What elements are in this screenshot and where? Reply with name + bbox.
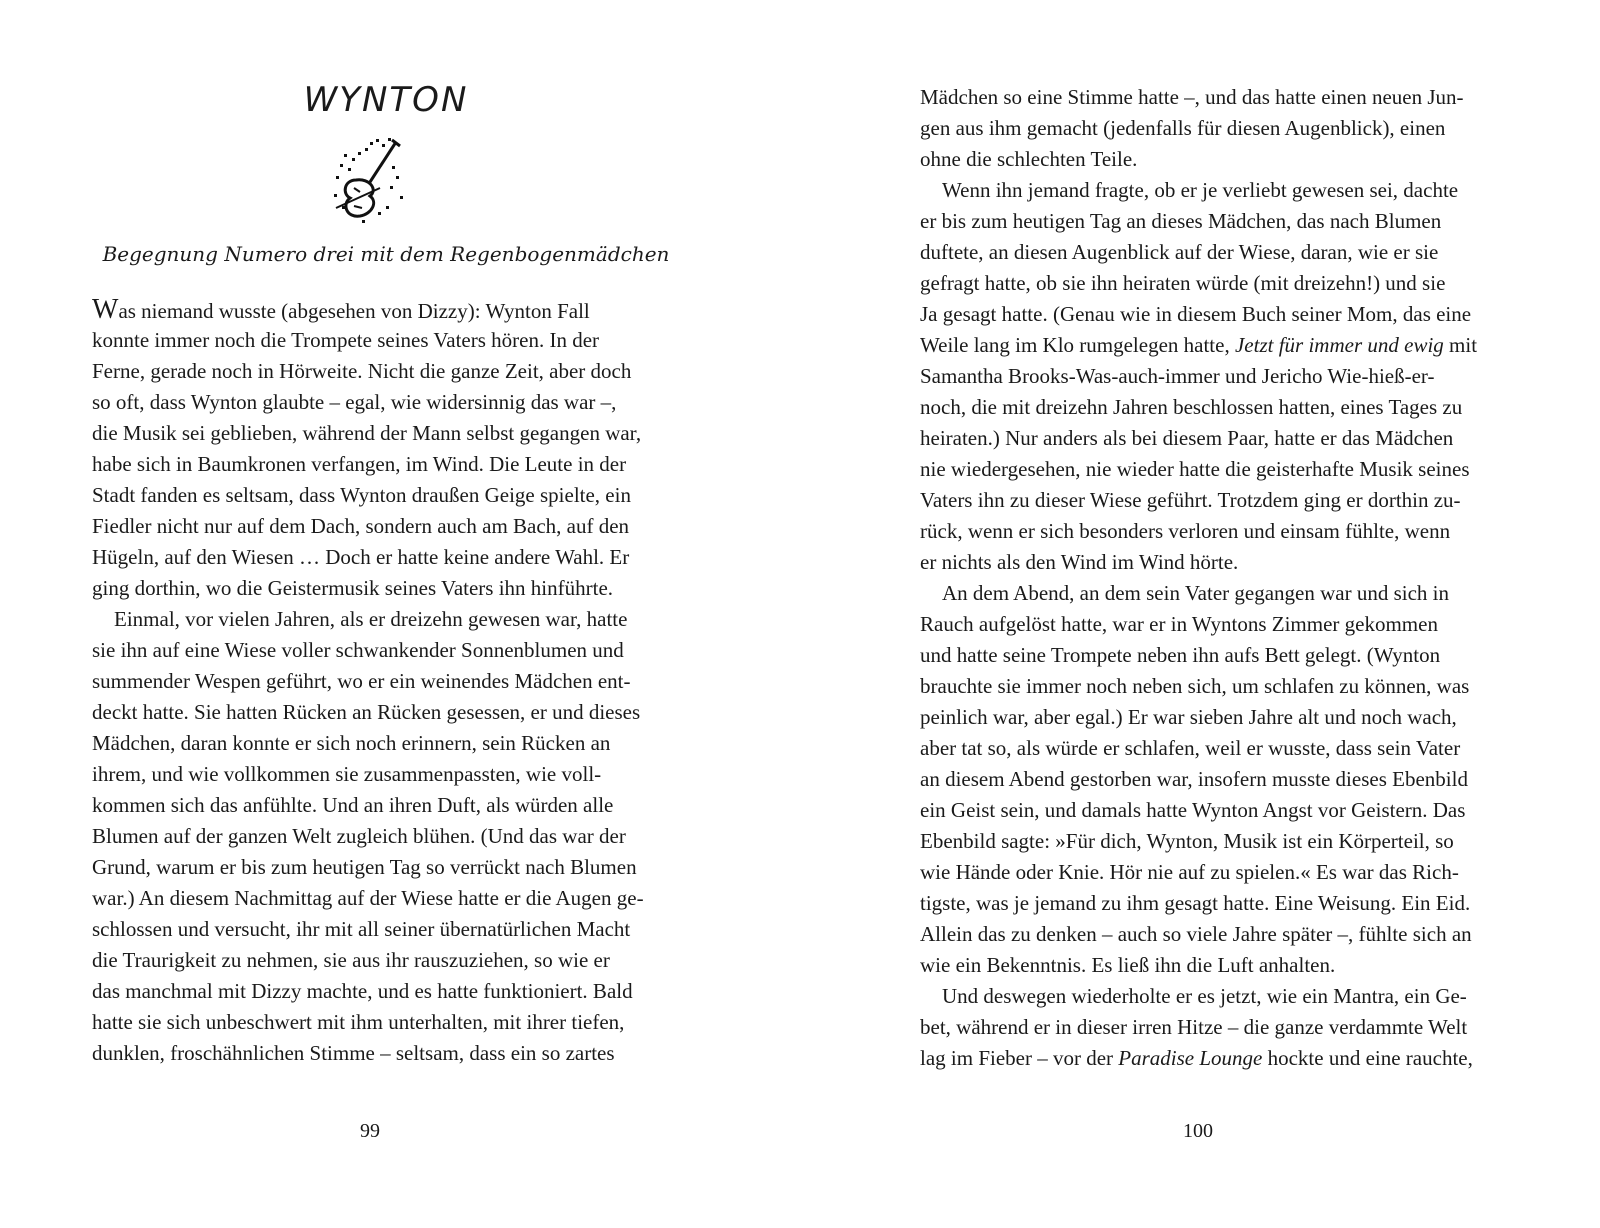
body-line: aber tat so, als würde er schlafen, weil er wusste, dass sein Vater (920, 736, 1461, 760)
body-line: er nichts als den Wind im Wind hörte. (920, 550, 1239, 574)
page-number: 100 (1183, 1120, 1213, 1142)
body-line: habe sich in Baumkronen verfangen, im Wind. Die Leute in der (92, 452, 627, 476)
body-line: an diesem Abend gestorben war, insofern musste dieses Ebenbild (920, 767, 1468, 791)
body-line: Wenn ihn jemand fragte, ob er je verliebt gewesen sei, dachte (942, 178, 1459, 202)
body-line: rück, wenn er sich besonders verloren und einsam fühlte, wenn (920, 519, 1451, 543)
body-line: Ebenbild sagte: »Für dich, Wynton, Musik ist ein Körperteil, so (920, 829, 1454, 853)
page-number: 99 (360, 1120, 380, 1142)
body-line: das manchmal mit Dizzy machte, und es hatte funktioniert. Bald (92, 979, 633, 1003)
body-line: brauchte sie immer noch neben sich, um schlafen zu können, was (920, 674, 1470, 698)
body-line: Einmal, vor vielen Jahren, als er dreizehn gewesen war, hatte (114, 607, 628, 631)
body-line: nie wiedergesehen, nie wieder hatte die geisterhafte Musik seines (920, 457, 1470, 481)
body-line: Hügeln, auf den Wiesen … Doch er hatte keine andere Wahl. Er (92, 545, 630, 569)
body-line: Ja gesagt hatte. (Genau wie in diesem Buch seiner Mom, das eine (920, 302, 1472, 326)
body-line: dunklen, froschähnlichen Stimme – seltsam, dass ein so zartes (92, 1041, 615, 1065)
body-line: und hatte seine Trompete neben ihn aufs Bett gelegt. (Wynton (920, 643, 1441, 667)
violin-icon (330, 136, 410, 226)
body-line: Was niemand wusste (abgesehen von Dizzy): Wynton Fall (92, 294, 590, 325)
chapter-title: WYNTON (303, 80, 469, 120)
book-title-italic: Jetzt für immer und ewig (1234, 333, 1444, 357)
body-line: summender Wespen geführt, wo er ein weinendes Mädchen ent- (92, 669, 631, 693)
body-line: duftete, an diesen Augenblick auf der Wiese, daran, wie er sie (920, 240, 1439, 264)
body-line: noch, die mit dreizehn Jahren beschlossen hatten, eines Tages zu (920, 395, 1463, 419)
body-line: Ferne, gerade noch in Hörweite. Nicht die ganze Zeit, aber doch (92, 359, 632, 383)
body-line: gen aus ihm gemacht (jedenfalls für diesen Augenblick), einen (920, 116, 1446, 140)
body-line: so oft, dass Wynton glaubte – egal, wie widersinnig das war –, (92, 390, 617, 414)
body-line: wie ein Bekenntnis. Es ließ ihn die Luft anhalten. (920, 953, 1336, 977)
body-line: die Traurigkeit zu nehmen, sie aus ihr rauszuziehen, so wie er (92, 948, 610, 972)
body-line: Rauch aufgelöst hatte, war er in Wyntons Zimmer gekommen (920, 612, 1438, 636)
body-line: Und deswegen wiederholte er es jetzt, wie ein Mantra, ein Ge- (942, 984, 1467, 1008)
body-line: er bis zum heutigen Tag an dieses Mädchen, das nach Blumen (920, 209, 1442, 233)
body-line: kommen sich das anfühlte. Und an ihren Duft, als würden alle (92, 793, 614, 817)
body-line: heiraten.) Nur anders als bei diesem Paar, hatte er das Mädchen (920, 426, 1454, 450)
place-name-italic: Paradise Lounge (1118, 1046, 1263, 1070)
body-line: lag im Fieber – vor der Paradise Lounge hockte und eine rauchte, (920, 1046, 1473, 1070)
body-line: An dem Abend, an dem sein Vater gegangen war und sich in (942, 581, 1449, 605)
drop-cap: W (92, 294, 119, 325)
body-line: die Musik sei geblieben, während der Mann selbst gegangen war, (92, 421, 642, 445)
body-line: bet, während er in dieser irren Hitze – die ganze verdammte Welt (920, 1015, 1468, 1039)
body-line: war.) An diesem Nachmittag auf der Wiese hatte er die Augen ge- (92, 886, 644, 910)
body-line: Samantha Brooks-Was-auch-immer und Jericho Wie-hieß-er- (920, 364, 1435, 388)
body-line: Vaters ihn zu dieser Wiese geführt. Trotzdem ging er dorthin zu- (920, 488, 1461, 512)
body-line: Blumen auf der ganzen Welt zugleich blühen. (Und das war der (92, 824, 626, 848)
body-line: ihrem, und wie vollkommen sie zusammenpassten, wie voll- (92, 762, 602, 786)
body-line: deckt hatte. Sie hatten Rücken an Rücken gesessen, er und dieses (92, 700, 641, 724)
body-line: Weile lang im Klo rumgelegen hatte, Jetzt für immer und ewig mit (920, 333, 1478, 357)
body-line: ging dorthin, wo die Geistermusik seines Vaters ihn hinführte. (92, 576, 614, 600)
body-line: tigste, was je jemand zu ihm gesagt hatte. Eine Weisung. Ein Eid. (920, 891, 1471, 915)
right-page (800, 0, 1600, 1228)
body-line: schlossen und versucht, ihr mit all seiner übernatürlichen Macht (92, 917, 631, 941)
body-line: hatte sie sich unbeschwert mit ihm unterhalten, mit ihrer tiefen, (92, 1010, 625, 1034)
body-line: wie Hände oder Knie. Hör nie auf zu spielen.« Es war das Rich- (920, 860, 1459, 884)
body-line: Mädchen, daran konnte er sich noch erinnern, sein Rücken an (92, 731, 611, 755)
body-line: Grund, warum er bis zum heutigen Tag so verrückt nach Blumen (92, 855, 637, 879)
body-line: Mädchen so eine Stimme hatte –, und das hatte einen neuen Jun- (920, 85, 1464, 109)
body-line: Stadt fanden es seltsam, dass Wynton draußen Geige spielte, ein (92, 483, 631, 507)
body-line: ein Geist sein, und damals hatte Wynton Angst vor Geistern. Das (920, 798, 1466, 822)
body-line: konnte immer noch die Trompete seines Vaters hören. In der (92, 328, 600, 352)
body-line: gefragt hatte, ob sie ihn heiraten würde (mit dreizehn!) und sie (920, 271, 1446, 295)
body-line: Allein das zu denken – auch so viele Jahre später –, fühlte sich an (920, 922, 1472, 946)
body-line: sie ihn auf eine Wiese voller schwankender Sonnenblumen und (92, 638, 624, 662)
body-line: Fiedler nicht nur auf dem Dach, sondern auch am Bach, auf den (92, 514, 630, 538)
chapter-subtitle: Begegnung Numero drei mit dem Regenbogenmädchen (102, 242, 670, 266)
body-line: ohne die schlechten Teile. (920, 147, 1138, 171)
body-line: peinlich war, aber egal.) Er war sieben Jahre alt und noch wach, (920, 705, 1457, 729)
